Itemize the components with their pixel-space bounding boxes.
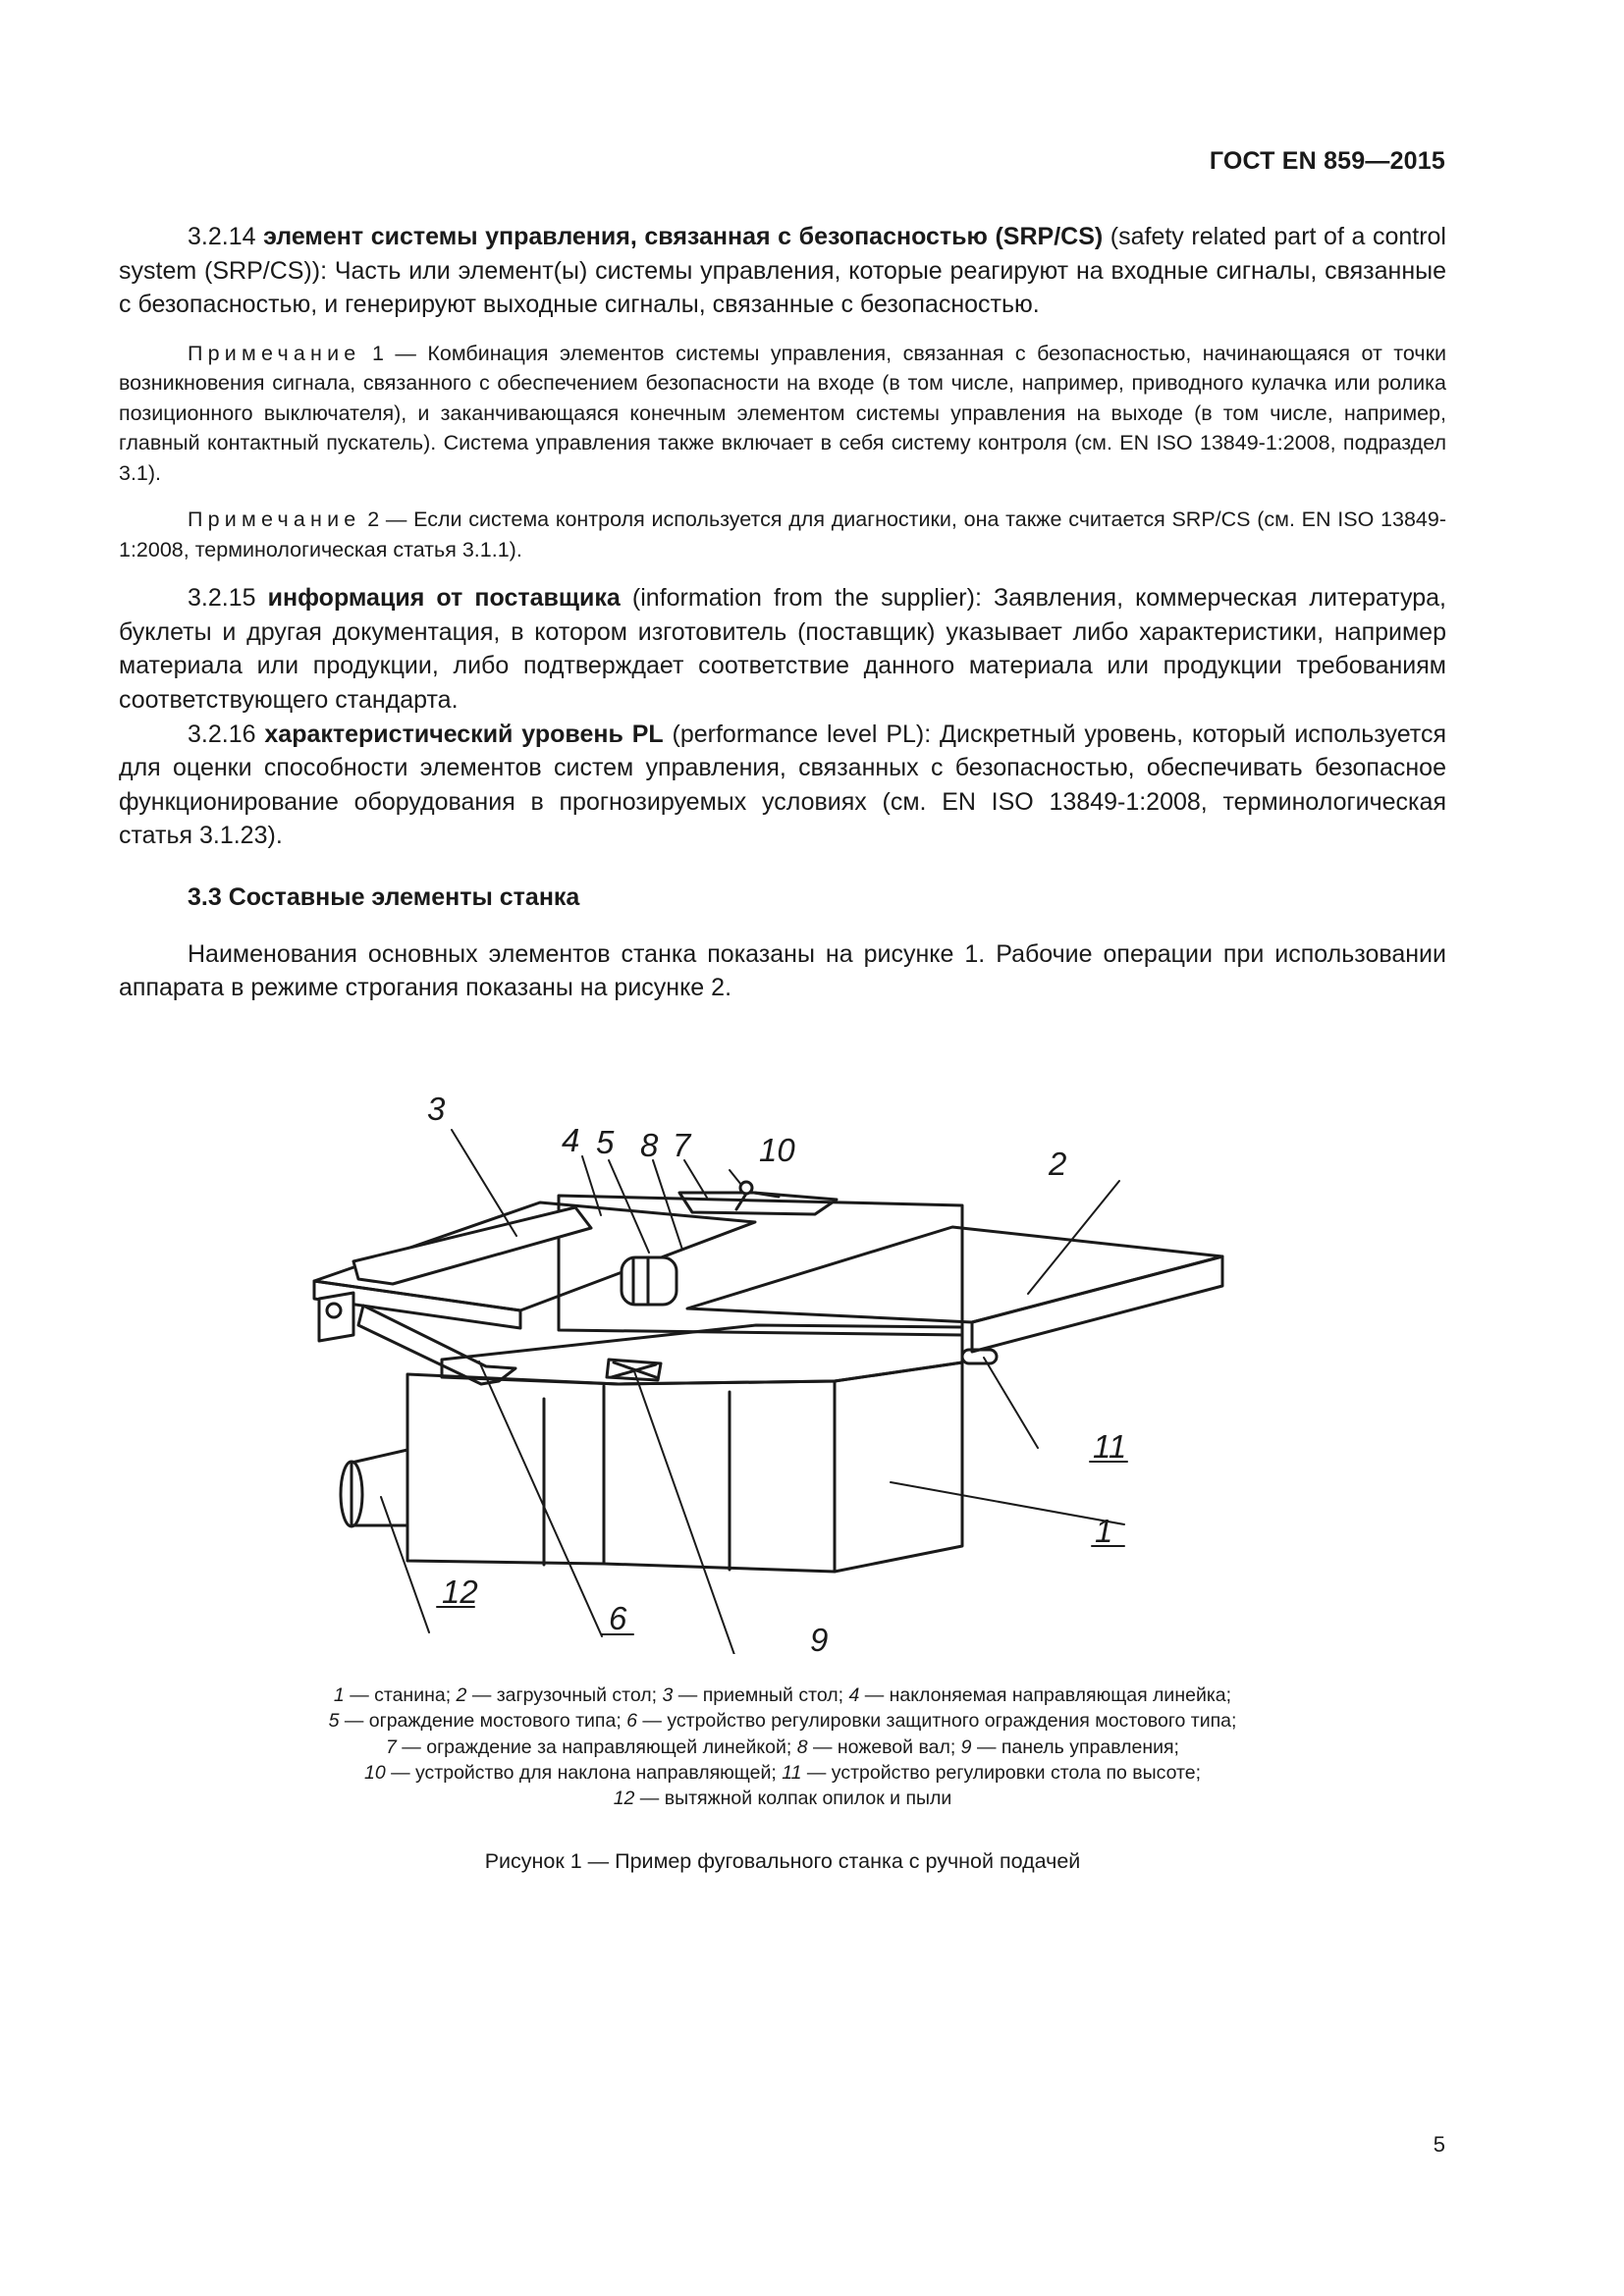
callout-8: 8 [640, 1127, 659, 1163]
machine-base-front [407, 1374, 835, 1572]
legend-key: 6 [626, 1710, 638, 1733]
callout-1: 1 [1095, 1513, 1113, 1549]
legend-line-4 [119, 1760, 1446, 1786]
legend-text: — устройство для наклона направляющей; [385, 1761, 783, 1784]
definition-text: (information from the supplier): Заявления, коммерческая литература, буклеты и другая документация, в котором изготовитель (поставщик) указывает либо характеристики, например материала или продукции, либо подтверждает соответствие данного материала или продукции требованиям соответствующего стандарта. [119, 584, 1446, 715]
figure-legend [119, 1682, 1446, 1811]
fence-guard [679, 1193, 837, 1214]
term: характеристический уровень PL [264, 720, 664, 748]
callout-7: 7 [673, 1127, 691, 1163]
leader-12 [381, 1497, 429, 1632]
leader-11 [984, 1358, 1038, 1448]
clause-number: 3.2.14 [188, 223, 256, 250]
callout-9: 9 [810, 1622, 829, 1654]
legend-text: — станина; [344, 1684, 457, 1706]
note-label: Примечание [188, 507, 361, 532]
callout-12: 12 [442, 1574, 478, 1610]
figure-caption: Рисунок 1 — Пример фуговального станка с ручной подачей [484, 1849, 1081, 1873]
legend-key: 4 [848, 1684, 860, 1706]
legend-text: — загрузочный стол; [466, 1684, 663, 1706]
note-text: 1 — Комбинация элементов системы управления, связанная с безопасностью, начинающаяся от точки возникновения сигнала, связанного с обеспечением безопасности на входе (в том числе, например, приводного кулачка или ролика позиционного выключателя), и заканчивающаяся конечным элементом системы управления на выходе (в том числе, например, главный контактный пускатель). Система управления также включает в себя систему контроля (см. EN ISO 13849-1:2008, подраздел 3.1). [119, 341, 1446, 485]
legend-key: 12 [613, 1788, 635, 1810]
legend-text: — ограждение за направляющей линейкой; [396, 1735, 797, 1758]
note-1 [119, 339, 1446, 489]
note-label: Примечание [188, 341, 361, 365]
section-paragraph: Наименования основных элементов станка показаны на рисунке 1. Рабочие операции при использовании аппарата в режиме строгания показаны на рисунке 2. [119, 939, 1446, 1002]
callout-6: 6 [609, 1600, 627, 1636]
callout-3: 3 [427, 1091, 446, 1127]
definition-3-2-14 [119, 220, 1446, 322]
legend-line-3 [119, 1735, 1446, 1760]
note-text: 2 — Если система контроля используется для диагностики, она также считается SRP/CS (см. EN ISO 13849-1:2008, терминологическая статья 3.1.1). [119, 507, 1446, 561]
legend-text: — устройство регулировки стола по высоте; [801, 1761, 1202, 1784]
legend-line-5 [119, 1786, 1446, 1811]
callout-5: 5 [596, 1124, 615, 1160]
tilt-device [740, 1182, 752, 1194]
callout-10: 10 [759, 1132, 795, 1168]
leader-8 [653, 1160, 682, 1250]
leader-3 [452, 1130, 516, 1236]
legend-line-1 [119, 1682, 1446, 1708]
definition-text: (performance level PL): Дискретный уровень, который используется для оценки способности элементов систем управления, связанных с безопасностью, обеспечивать безопасное функционирование оборудования в прогнозируемых условиях (см. EN ISO 13849-1:2008, терминологическая статья 3.1.23). [119, 720, 1446, 850]
clause-number: 3.2.16 [188, 720, 256, 748]
legend-text: — вытяжной колпак опилок и пыли [634, 1788, 952, 1810]
legend-key: 10 [363, 1761, 386, 1784]
term: элемент системы управления, связанная с безопасностью (SRP/CS) [263, 223, 1104, 250]
leader-1 [891, 1482, 1124, 1524]
legend-key: 8 [796, 1735, 808, 1758]
height-adjuster [962, 1350, 997, 1363]
legend-key: 9 [960, 1735, 972, 1758]
note-2 [119, 505, 1446, 564]
term: информация от поставщика [267, 584, 621, 613]
page-number: 5 [1433, 2132, 1445, 2157]
definition-text: (safety related part of a control system (SRP/CS)): Часть или элемент(ы) системы управления, которые реагируют на входные сигналы, связанные с безопасностью, и генерируют выходные сигналы, связанные с безопасностью. [119, 223, 1446, 319]
definition-3-2-16 [119, 718, 1446, 853]
leader-lines [381, 1130, 1127, 1654]
legend-text: — наклоняемая направляющая линейка; [859, 1684, 1232, 1706]
callout-2: 2 [1049, 1146, 1067, 1182]
legend-text: — ограждение мостового типа; [339, 1710, 627, 1733]
jointer-figure [285, 1065, 1267, 1654]
leader-9 [634, 1371, 739, 1654]
leader-10 [730, 1170, 741, 1185]
outfeed-table-front [972, 1256, 1222, 1352]
jointer-drawing [285, 1065, 1267, 1654]
leader-6 [479, 1362, 602, 1636]
callout-11: 11 [1093, 1428, 1127, 1465]
legend-text: — приемный стол; [673, 1684, 849, 1706]
clause-number: 3.2.15 [188, 584, 256, 613]
section-heading: 3.3 Составные элементы станка [188, 883, 580, 912]
legend-key: 3 [662, 1684, 674, 1706]
legend-text: — панель управления; [971, 1735, 1179, 1758]
legend-key: 5 [328, 1710, 340, 1733]
legend-key: 1 [333, 1684, 345, 1706]
legend-text: — устройство регулировки защитного ограждения мостового типа; [637, 1710, 1237, 1733]
body-text [119, 220, 1446, 1005]
leader-5 [609, 1160, 649, 1253]
legend-line-2 [119, 1708, 1446, 1734]
legend-key: 2 [456, 1684, 467, 1706]
fence [559, 1196, 962, 1335]
document-id: ГОСТ EN 859—2015 [1209, 147, 1445, 175]
bridge-guard [353, 1207, 591, 1284]
machine-base-side [835, 1362, 962, 1572]
legend-text: — ножевой вал; [807, 1735, 961, 1758]
definition-3-2-15 [119, 581, 1446, 717]
legend-key: 7 [386, 1735, 397, 1758]
callout-4: 4 [562, 1122, 580, 1158]
legend-key: 11 [782, 1761, 802, 1784]
